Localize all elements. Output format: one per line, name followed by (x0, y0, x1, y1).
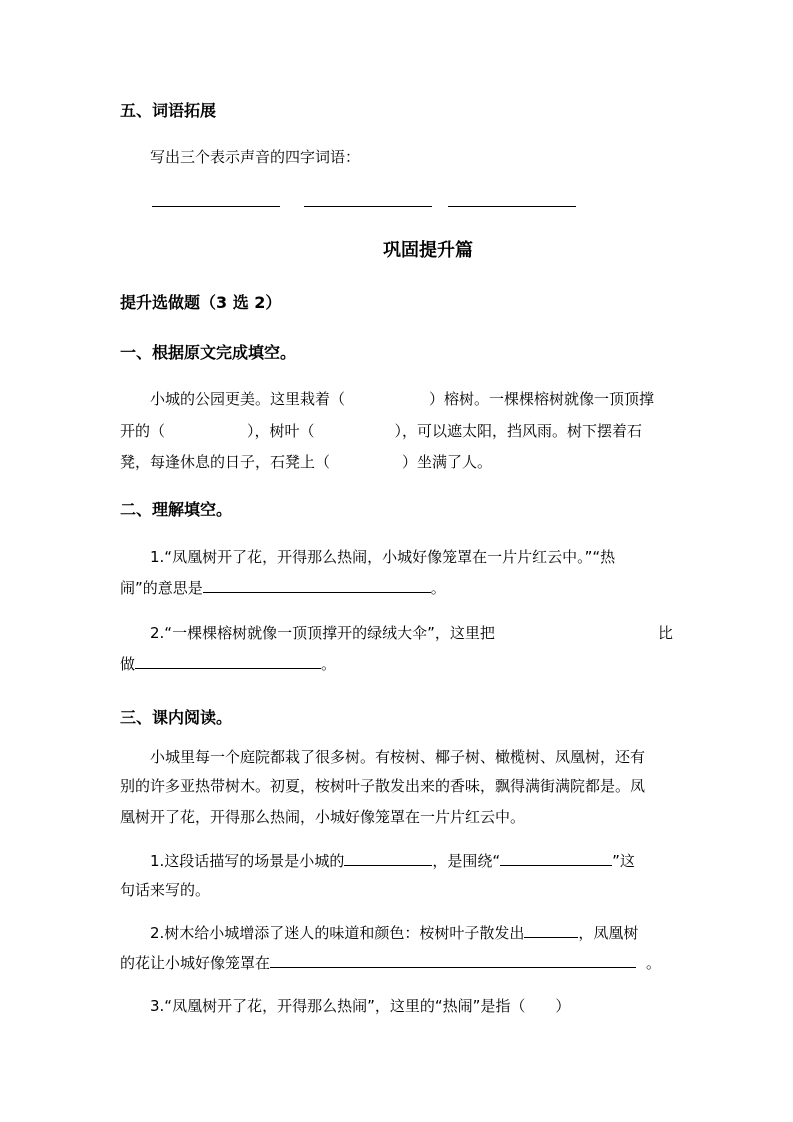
q3-passage-line2: 别的许多亚热带树木。初夏，桉树叶子散发出来的香味，飘得满街满院都是。凤 (120, 777, 646, 795)
q3-item2-line1: 2.树木给小城增添了迷人的味道和颜色：桉树叶子散发出 ，凤凰树 (150, 924, 639, 942)
q1-line3: 凳，每逢休息的日子，石凳上（ ）坐满了人。 (120, 453, 493, 471)
q3-item1-line2: 句话来写的。 (120, 881, 211, 899)
q2-item1-line1: 1.“凤凰树开了花，开得那么热闹，小城好像笼罩在一片片红云中。”“热 (150, 548, 616, 566)
section5-prompt: 写出三个表示声音的四字词语： (150, 148, 361, 166)
q2-item1-line2: 闹”的意思是 。 (120, 579, 446, 597)
fill-blank[interactable] (270, 953, 636, 968)
choice-heading: 提升选做题（3 选 2） (120, 293, 282, 312)
fill-blank[interactable] (203, 578, 431, 593)
q3-heading: 三、课内阅读。 (120, 708, 233, 727)
fill-blank[interactable] (500, 851, 612, 866)
section5-heading: 五、词语拓展 (120, 101, 217, 120)
q3-item3: 3.“凤凰树开了花，开得那么热闹”，这里的“热闹”是指（ ） (150, 997, 571, 1015)
answer-blank-2[interactable] (304, 206, 432, 207)
q2-heading: 二、理解填空。 (120, 500, 233, 519)
fill-blank[interactable] (524, 923, 578, 938)
q3-item2-line2: 的花让小城好像笼罩在 。 (120, 954, 662, 972)
answer-blank-3[interactable] (448, 206, 576, 207)
q3-passage-line3: 凰树开了花，开得那么热闹，小城好像笼罩在一片片红云中。 (120, 808, 526, 826)
q1-line2: 开的（ ），树叶（ ），可以遮太阳，挡风雨。树下摆着石 (120, 422, 643, 440)
answer-blank-1[interactable] (152, 206, 280, 207)
fill-blank[interactable] (135, 654, 321, 669)
q2-item2-line1: 2.“一棵棵榕树就像一顶顶撑开的绿绒大伞”，这里把 (150, 624, 495, 642)
q2-item2-line2: 做 。 (120, 655, 337, 673)
q1-heading: 一、根据原文完成填空。 (120, 343, 297, 362)
q3-passage-line1: 小城里每一个庭院都栽了很多树。有桉树、椰子树、橄榄树、凤凰树，还有 (150, 748, 646, 766)
q2-item2-bi: 比 (658, 624, 674, 642)
page-title: 巩固提升篇 (383, 240, 473, 261)
q3-item1-line1: 1.这段话描写的场景是小城的 ，是围绕“ ”这 (150, 852, 635, 870)
q1-line1: 小城的公园更美。这里栽着（ ）榕树。一棵棵榕树就像一顶顶撑 (150, 390, 655, 408)
fill-blank[interactable] (344, 851, 432, 866)
